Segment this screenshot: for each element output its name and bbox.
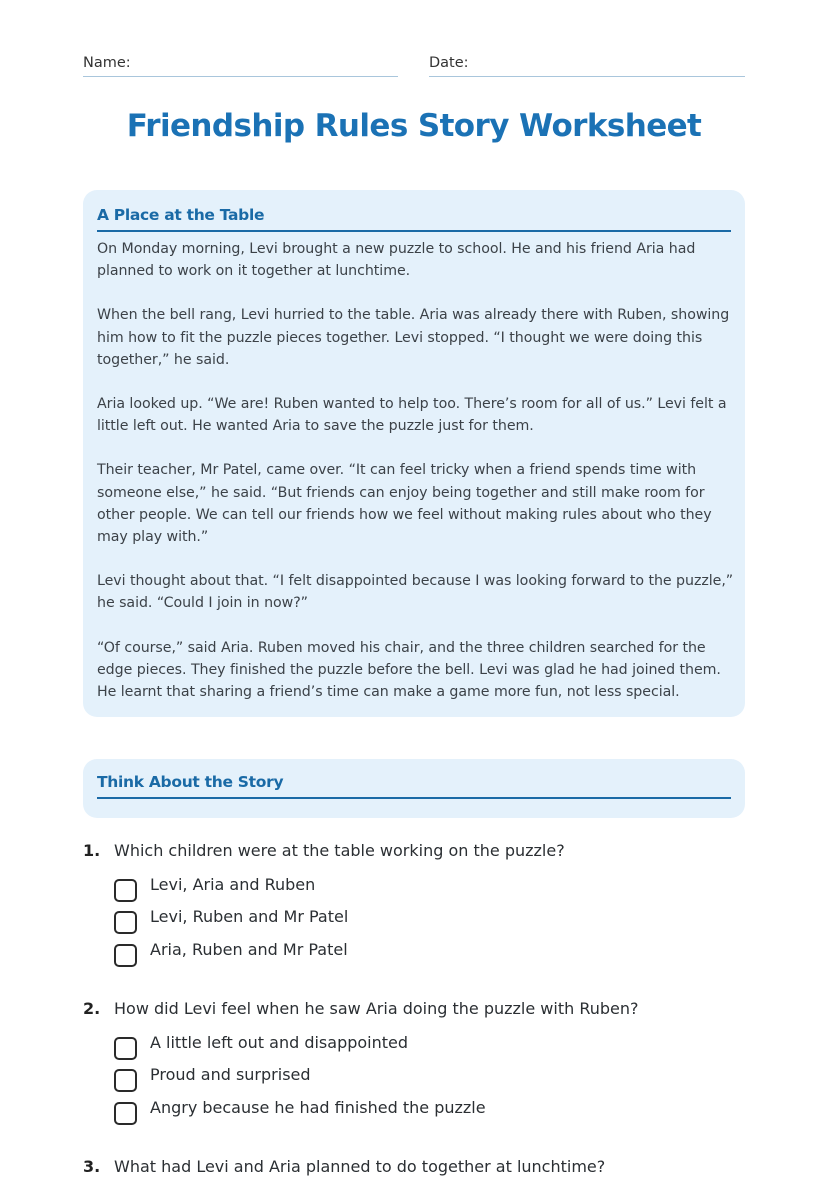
story-heading: A Place at the Table <box>97 206 731 232</box>
question-text: What had Levi and Aria planned to do together at lunchtime? <box>114 1157 606 1176</box>
story-paragraph: On Monday morning, Levi brought a new puzzle to school. He and his friend Aria had planned to work on it together at lunchtime. <box>97 241 696 280</box>
answer-option[interactable] <box>83 938 745 970</box>
story-paragraph: “Of course,” said Aria. Ruben moved his chair, and the three children searched for the edge pieces. They finished the puzzle before the bell. Levi was glad he had joined them. He learnt that sharing a friend’s time can make a game more fun, not less special. <box>97 639 721 701</box>
checkbox[interactable] <box>114 911 137 934</box>
checkbox[interactable] <box>114 944 137 967</box>
answer-option[interactable] <box>83 905 745 937</box>
story-paragraph: Levi thought about that. “I felt disappointed because I was looking forward to the puzzle,” he said. “Could I join in now?” <box>97 573 734 612</box>
answer-option[interactable] <box>83 1031 745 1063</box>
answer-option[interactable] <box>83 873 745 905</box>
date-label: Date: <box>429 55 469 71</box>
question-number: 1. <box>83 841 101 860</box>
question-1 <box>83 841 745 970</box>
date-field[interactable] <box>429 52 745 77</box>
story-paragraph: Their teacher, Mr Patel, came over. “It can feel tricky when a friend spends time with someone else,” he said. “But friends can enjoy being together and still make room for other people. We can tell our friends how we feel without making rules about who they may play with.” <box>97 462 712 546</box>
story-text <box>97 238 737 725</box>
question-text: Which children were at the table working on the puzzle? <box>114 841 565 860</box>
answer-option[interactable] <box>83 1063 745 1095</box>
option-label: Levi, Aria and Ruben <box>150 875 316 894</box>
question-number: 2. <box>83 999 101 1018</box>
checkbox[interactable] <box>114 879 137 902</box>
question-2 <box>83 999 745 1128</box>
name-label: Name: <box>83 55 131 71</box>
option-label: Levi, Ruben and Mr Patel <box>150 907 349 927</box>
story-panel <box>83 190 745 717</box>
checkbox[interactable] <box>114 1037 137 1060</box>
questions-header-panel <box>83 759 745 818</box>
answer-option[interactable] <box>83 1096 745 1128</box>
story-paragraph: Aria looked up. “We are! Ruben wanted to help too. There’s room for all of us.” Levi felt a little left out. He wanted Aria to save the puzzle just for them. <box>97 396 727 435</box>
header-fields <box>83 52 745 78</box>
option-label: Aria, Ruben and Mr Patel <box>150 939 348 959</box>
option-label: Angry because he had finished the puzzle <box>150 1097 486 1117</box>
worksheet-title: Friendship Rules Story Worksheet <box>126 108 702 144</box>
checkbox[interactable] <box>114 1069 137 1092</box>
question-text: How did Levi feel when he saw Aria doing the puzzle with Ruben? <box>114 999 639 1018</box>
question-3 <box>83 1157 745 1179</box>
question-number: 3. <box>83 1157 101 1176</box>
option-label: A little left out and disappointed <box>150 1033 409 1052</box>
questions-heading: Think About the Story <box>97 773 731 799</box>
name-field[interactable] <box>83 52 398 77</box>
checkbox[interactable] <box>114 1102 137 1125</box>
story-paragraph: When the bell rang, Levi hurried to the table. Aria was already there with Ruben, showing him how to fit the puzzle pieces together. Levi stopped. “I thought we were doing this together,” he said. <box>97 307 730 368</box>
option-label: Proud and surprised <box>150 1065 311 1085</box>
